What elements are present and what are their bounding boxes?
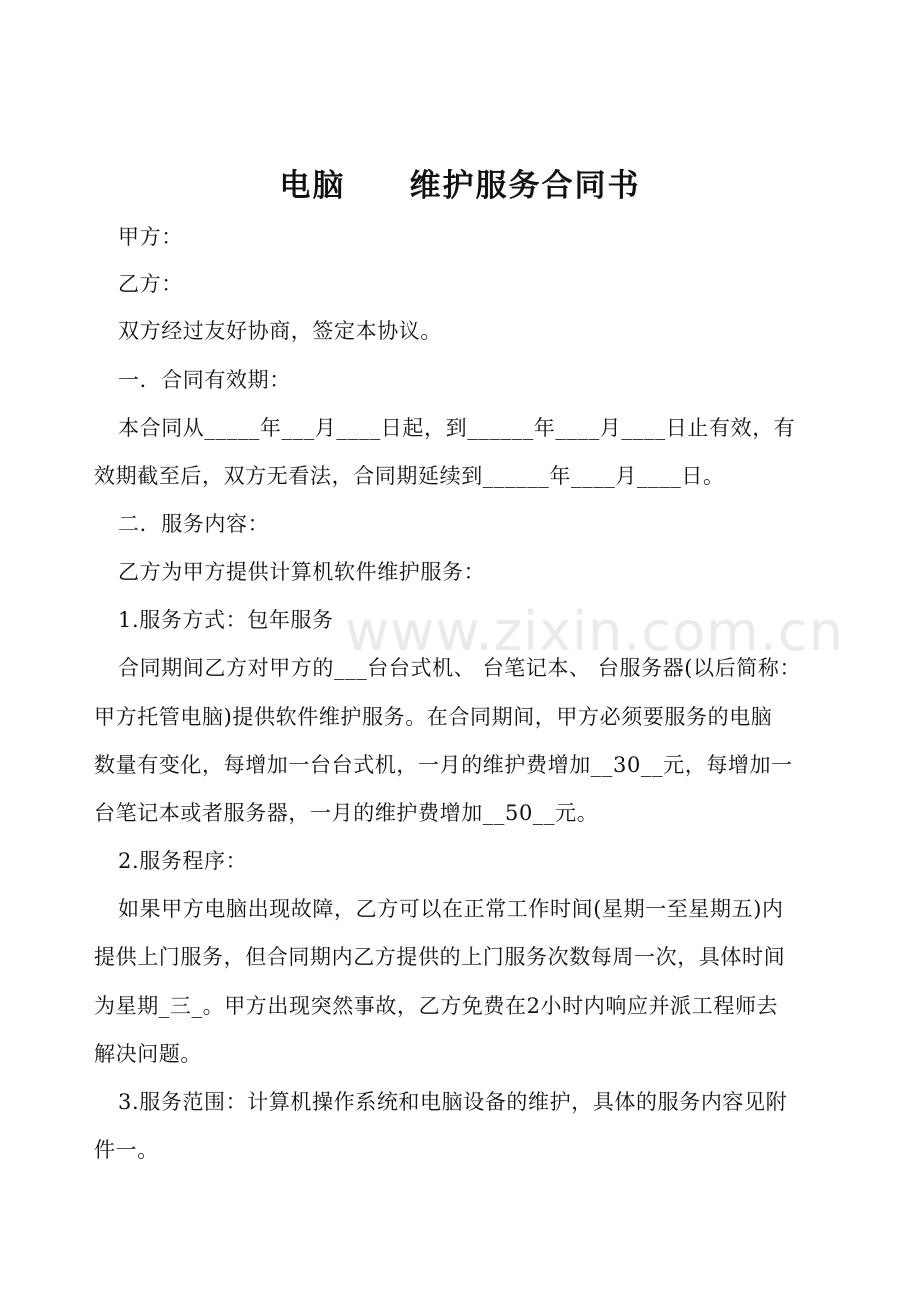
validity-paragraph-line-2: 效期截至后，双方无看法，合同期延续到______年____月____日。 bbox=[94, 464, 725, 488]
section-heading-services: 二．服务内容： bbox=[118, 512, 270, 536]
service-mode-paragraph-line-3: 数量有变化，每增加一台台式机，一月的维护费增加__30__元，每增加一 bbox=[94, 753, 793, 777]
watermark-text: www.zixin.com.cn bbox=[345, 600, 844, 663]
service-procedure-paragraph-line-3: 为星期_三_。甲方出现突然事故，乙方免费在2小时内响应并派工程师去 bbox=[94, 994, 779, 1018]
service-mode-paragraph-line-2: 甲方托管电脑)提供软件维护服务。在合同期间，甲方必须要服务的电脑 bbox=[94, 705, 773, 729]
party-a-line: 甲方： bbox=[118, 225, 183, 249]
validity-paragraph-line-1: 本合同从_____年___月____日起，到______年____月____日止有效，有 bbox=[118, 416, 796, 440]
service-scope-line-1: 3.服务范围：计算机操作系统和电脑设备的维护，具体的服务内容见附 bbox=[118, 1090, 788, 1114]
document-title: 电脑 维护服务合同书 bbox=[279, 168, 641, 204]
services-intro: 乙方为甲方提供计算机软件维护服务： bbox=[118, 560, 486, 584]
service-procedure-heading: 2.服务程序： bbox=[118, 849, 248, 873]
service-procedure-paragraph-line-4: 解决问题。 bbox=[94, 1042, 202, 1066]
service-procedure-paragraph-line-1: 如果甲方电脑出现故障，乙方可以在正常工作时间(星期一至星期五)内 bbox=[118, 897, 784, 921]
service-scope-line-2: 件一。 bbox=[94, 1138, 159, 1162]
service-procedure-paragraph-line-2: 提供上门服务，但合同期内乙方提供的上门服务次数每周一次，具体时间 bbox=[94, 945, 786, 969]
service-mode-heading: 1.服务方式：包年服务 bbox=[118, 608, 334, 632]
service-mode-paragraph-line-4: 台笔记本或者服务器，一月的维护费增加__50__元。 bbox=[94, 801, 599, 825]
party-b-line: 乙方： bbox=[118, 272, 183, 296]
service-mode-paragraph-line-1: 合同期间乙方对甲方的___台台式机、 台笔记本、 台服务器(以后简称： bbox=[118, 656, 802, 680]
agreement-intro: 双方经过友好协商，签定本协议。 bbox=[118, 319, 442, 343]
section-heading-validity: 一．合同有效期： bbox=[118, 368, 291, 392]
